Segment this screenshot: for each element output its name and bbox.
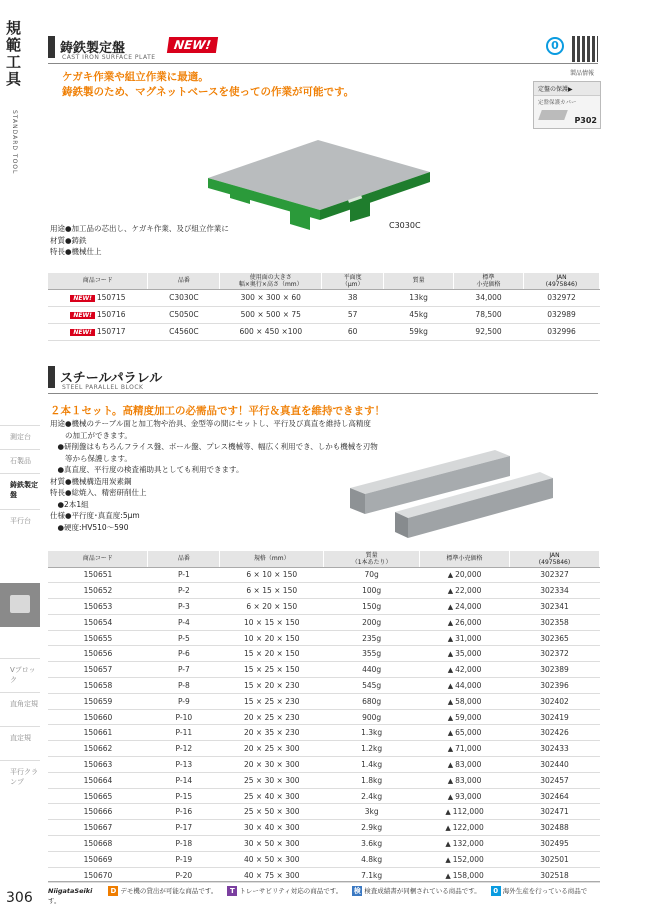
cell-model: P-20 <box>148 867 220 883</box>
price-text: 132,000 <box>452 838 484 848</box>
cell-size: 300 × 300 × 60 <box>220 289 322 306</box>
spec-line: 等から保護します。 <box>50 453 132 463</box>
cell-size: 20 × 35 × 230 <box>220 725 324 741</box>
table-row <box>48 662 600 678</box>
section2-lead: ２本１セット。高精度加工の必需品です！平行＆真直を維持できます！ <box>50 405 386 417</box>
surface-plate-image <box>200 120 430 230</box>
table-row <box>48 788 600 804</box>
cell-model: C3030C <box>148 289 220 306</box>
open-price-triangle-icon: ▲ <box>447 792 454 801</box>
cell-code: 150670 <box>48 867 148 883</box>
cell-mass: 2.9kg <box>324 820 420 836</box>
price-text: 65,000 <box>455 728 482 738</box>
side-tab-parallel-clamp[interactable]: 平行クランプ <box>0 760 40 794</box>
cell-code: 150656 <box>48 646 148 662</box>
cell-code: 150662 <box>48 741 148 757</box>
table-row <box>48 567 600 583</box>
cell-size: 6 × 15 × 150 <box>220 583 324 599</box>
cell-code <box>48 323 148 340</box>
table-row <box>48 583 600 599</box>
code-text: 150715 <box>96 293 126 302</box>
cell-model: P-10 <box>148 709 220 725</box>
table-row <box>48 820 600 836</box>
cell-size: 20 × 30 × 300 <box>220 757 324 773</box>
table-row <box>48 725 600 741</box>
col-price: 標準小売価格 <box>420 551 510 567</box>
open-price-triangle-icon: ▲ <box>445 871 451 880</box>
cell-price <box>420 741 510 757</box>
cell-price <box>420 836 510 852</box>
cell-price: 78,500 <box>454 306 524 323</box>
cell-jan: 302426 <box>510 725 600 741</box>
company-logo: NiigataSeiki <box>48 887 93 895</box>
section2-rule <box>48 393 598 394</box>
col-model: 品番 <box>148 551 220 567</box>
col-model: 品番 <box>148 273 220 289</box>
table-row <box>48 693 600 709</box>
surface-plate-table <box>48 273 600 341</box>
side-tab-cast-iron[interactable]: 鋳鉄製定盤 <box>0 473 40 509</box>
cell-jan: 302518 <box>510 867 600 883</box>
side-tab-parallel[interactable]: 平行台 <box>0 509 40 533</box>
cell-code: 150668 <box>48 836 148 852</box>
spec-line: 仕様●平行度･真直度:5μm <box>50 511 140 520</box>
table-row <box>48 614 600 630</box>
open-price-triangle-icon: ▲ <box>447 634 454 643</box>
cell-jan: 302440 <box>510 757 600 773</box>
table-row <box>48 757 600 773</box>
price-text: 93,000 <box>455 791 482 801</box>
cell-model: P-13 <box>148 757 220 773</box>
cell-code: 150653 <box>48 599 148 615</box>
cell-jan: 302501 <box>510 851 600 867</box>
cell-mass: 4.8kg <box>324 851 420 867</box>
cell-mass: 355g <box>324 646 420 662</box>
spec-line: 特長●機械仕上 <box>50 247 102 256</box>
price-text: 20,000 <box>455 570 482 580</box>
side-index-tabs <box>0 425 40 533</box>
cell-model: P-4 <box>148 614 220 630</box>
cell-model: P-2 <box>148 583 220 599</box>
cell-price <box>420 851 510 867</box>
cell-mass: 900g <box>324 709 420 725</box>
price-text: 31,000 <box>455 633 482 643</box>
open-price-triangle-icon: ▲ <box>447 681 454 690</box>
open-price-triangle-icon: ▲ <box>447 697 454 706</box>
price-text: 83,000 <box>455 759 482 769</box>
spec-line: ●真直度、平行度の検査補助具としても利用できます。 <box>50 465 244 474</box>
cell-mass: 13kg <box>384 289 454 306</box>
legend-text: デモ機の貸出が可能な商品です。 <box>120 887 218 895</box>
cell-model: P-3 <box>148 599 220 615</box>
spec-line: 材質●鋳鉄 <box>50 235 87 245</box>
cell-model: P-1 <box>148 567 220 583</box>
side-tab-measure-stand[interactable]: 測定台 <box>0 425 40 449</box>
open-price-triangle-icon: ▲ <box>445 855 451 864</box>
open-price-triangle-icon: ▲ <box>447 713 454 722</box>
cell-size: 15 × 20 × 150 <box>220 646 324 662</box>
cell-jan: 302495 <box>510 836 600 852</box>
open-price-triangle-icon: ▲ <box>447 650 454 659</box>
related-sub: 定盤保護カバー <box>538 100 577 106</box>
cell-mass: 235g <box>324 630 420 646</box>
cell-jan: 302464 <box>510 788 600 804</box>
section2-subtitle: STEEL PARALLEL BLOCK <box>62 384 144 391</box>
open-price-triangle-icon: ▲ <box>447 729 454 738</box>
cell-code: 150651 <box>48 567 148 583</box>
cell-price: 34,000 <box>454 289 524 306</box>
section2-title: スチールパラレル <box>60 371 163 386</box>
col-code: 商品コード <box>48 551 148 567</box>
legend-icon: 検 <box>353 887 361 895</box>
cell-mass: 2.4kg <box>324 788 420 804</box>
new-badge: NEW! <box>70 312 94 319</box>
cell-mass: 7.1kg <box>324 867 420 883</box>
cell-jan: 302433 <box>510 741 600 757</box>
parallel-block-image <box>345 440 555 540</box>
cell-size: 25 × 50 × 300 <box>220 804 324 820</box>
cell-model: P-17 <box>148 820 220 836</box>
footer-legend <box>48 881 600 905</box>
cell-mass: 100g <box>324 583 420 599</box>
open-price-triangle-icon: ▲ <box>445 824 451 833</box>
price-text: 58,000 <box>455 696 482 706</box>
cell-mass: 680g <box>324 693 420 709</box>
parallel-block-table <box>48 551 600 883</box>
open-price-triangle-icon: ▲ <box>447 618 454 627</box>
cell-size: 30 × 50 × 300 <box>220 836 324 852</box>
cell-model: P-14 <box>148 772 220 788</box>
cell-price <box>420 757 510 773</box>
cell-size: 40 × 50 × 300 <box>220 851 324 867</box>
cell-mass: 150g <box>324 599 420 615</box>
table-row <box>48 323 600 340</box>
col-mass: 質量 （1本あたり） <box>324 551 420 567</box>
col-jan: JAN (4975846) <box>524 273 600 289</box>
section1-lead <box>62 70 354 100</box>
open-price-triangle-icon: ▲ <box>447 587 454 596</box>
cell-model: P-5 <box>148 630 220 646</box>
section1-subtitle: CAST IRON SURFACE PLATE <box>62 54 156 61</box>
open-price-triangle-icon: ▲ <box>447 571 454 580</box>
cell-jan: 302457 <box>510 772 600 788</box>
new-badge: NEW! <box>167 37 218 53</box>
cell-size: 30 × 40 × 300 <box>220 820 324 836</box>
code-text: 150717 <box>96 327 126 336</box>
cell-flat: 60 <box>322 323 384 340</box>
price-text: 42,000 <box>455 665 482 675</box>
cell-jan: 302396 <box>510 678 600 694</box>
cell-mass: 59kg <box>384 323 454 340</box>
cell-flat: 57 <box>322 306 384 323</box>
table-row <box>48 599 600 615</box>
cell-model: P-7 <box>148 662 220 678</box>
price-text: 158,000 <box>452 870 484 880</box>
qr-code-icon[interactable] <box>572 36 598 62</box>
cell-mass: 440g <box>324 662 420 678</box>
cell-mass: 545g <box>324 678 420 694</box>
cell-jan: 302365 <box>510 630 600 646</box>
legend-icon: D <box>108 886 118 896</box>
table-row <box>48 306 600 323</box>
open-price-triangle-icon: ▲ <box>445 839 451 848</box>
cell-jan: 302389 <box>510 662 600 678</box>
cell-model: P-16 <box>148 804 220 820</box>
price-text: 122,000 <box>452 823 484 833</box>
cell-code: 150667 <box>48 820 148 836</box>
cell-model: P-15 <box>148 788 220 804</box>
cell-price <box>420 567 510 583</box>
cell-size: 25 × 30 × 300 <box>220 772 324 788</box>
cell-code: 150669 <box>48 851 148 867</box>
open-price-triangle-icon: ▲ <box>447 760 454 769</box>
cell-size: 15 × 25 × 150 <box>220 662 324 678</box>
cell-jan: 302419 <box>510 709 600 725</box>
cell-mass: 1.3kg <box>324 725 420 741</box>
cell-price: 92,500 <box>454 323 524 340</box>
cell-code: 150664 <box>48 772 148 788</box>
table-row <box>48 804 600 820</box>
cell-price <box>420 614 510 630</box>
col-mass: 質量 <box>384 273 454 289</box>
price-text: 112,000 <box>452 807 484 817</box>
cell-size: 20 × 25 × 300 <box>220 741 324 757</box>
product-caption: C3030C <box>389 221 421 230</box>
cell-price <box>420 788 510 804</box>
price-text: 35,000 <box>455 649 482 659</box>
cell-jan: 032989 <box>524 306 600 323</box>
legend-text: トレーサビリティ対応の商品です。 <box>239 887 343 895</box>
cell-model: P-18 <box>148 836 220 852</box>
lead-line: 鋳鉄製のため、マグネットベースを使っての作業が可能です。 <box>62 86 355 98</box>
legend-item <box>227 887 342 895</box>
cell-mass: 45kg <box>384 306 454 323</box>
cell-price <box>420 599 510 615</box>
table-row <box>48 630 600 646</box>
price-text: 24,000 <box>455 601 482 611</box>
code-text: 150716 <box>96 310 126 319</box>
table-row <box>48 678 600 694</box>
cell-size: 10 × 15 × 150 <box>220 614 324 630</box>
table-row <box>48 709 600 725</box>
cell-code: 150663 <box>48 757 148 773</box>
new-badge: NEW! <box>70 295 94 302</box>
related-title: 定盤の保護▶ <box>534 82 600 96</box>
open-price-triangle-icon: ▲ <box>447 666 454 675</box>
cell-model: C5050C <box>148 306 220 323</box>
legend-icon: T <box>227 886 237 896</box>
page-number: 306 <box>6 890 33 906</box>
spec-line: ●硬度:HV510〜590 <box>50 522 129 532</box>
cell-jan: 302358 <box>510 614 600 630</box>
cell-code: 150654 <box>48 614 148 630</box>
legend-text: 検査成績書が同梱されている商品です。 <box>364 887 481 895</box>
cell-code: 150660 <box>48 709 148 725</box>
related-page: P302 <box>574 116 597 125</box>
cell-code: 150659 <box>48 693 148 709</box>
price-text: 152,000 <box>452 854 484 864</box>
spec-line: ●2本1組 <box>50 499 89 509</box>
cell-model: C4560C <box>148 323 220 340</box>
open-price-triangle-icon: ▲ <box>447 745 454 754</box>
legend-item <box>352 887 480 895</box>
price-text: 22,000 <box>455 586 482 596</box>
side-category-title: 規範工具 <box>6 19 22 88</box>
section-marker <box>48 366 55 388</box>
cell-model: P-8 <box>148 678 220 694</box>
spec-line: 特長●総焼入、精密研削仕上 <box>50 488 147 497</box>
cell-price <box>420 709 510 725</box>
cell-jan: 302327 <box>510 567 600 583</box>
qr-label: 製品情報 <box>570 70 595 77</box>
cell-code <box>48 306 148 323</box>
cell-code <box>48 289 148 306</box>
side-index-tabs-lower <box>0 658 40 794</box>
side-tab-v-block[interactable]: Vブロック <box>0 658 40 692</box>
cell-code: 150661 <box>48 725 148 741</box>
cell-size: 25 × 40 × 300 <box>220 788 324 804</box>
table-row <box>48 836 600 852</box>
cell-code: 150655 <box>48 630 148 646</box>
section1-title: 鋳鉄製定盤 <box>60 41 126 56</box>
cell-price <box>420 678 510 694</box>
cell-model: P-6 <box>148 646 220 662</box>
legend-item <box>108 887 217 895</box>
cell-size: 20 × 25 × 230 <box>220 709 324 725</box>
cell-model: P-12 <box>148 741 220 757</box>
cell-size: 6 × 10 × 150 <box>220 567 324 583</box>
cell-size: 6 × 20 × 150 <box>220 599 324 615</box>
cell-jan: 032996 <box>524 323 600 340</box>
cell-code: 150665 <box>48 788 148 804</box>
cell-mass: 3kg <box>324 804 420 820</box>
side-category-en: STANDARD TOOL <box>11 110 18 175</box>
cell-size: 500 × 500 × 75 <box>220 306 322 323</box>
cell-mass: 1.4kg <box>324 757 420 773</box>
spec-line: 用途●機械のテーブル面と加工物や治具、金型等の間にセットし、平行及び真直を維持し高精度 <box>50 419 371 428</box>
cell-code: 150652 <box>48 583 148 599</box>
cell-model: P-11 <box>148 725 220 741</box>
cell-mass: 3.6kg <box>324 836 420 852</box>
cell-model: P-19 <box>148 851 220 867</box>
cell-code: 150657 <box>48 662 148 678</box>
cell-price <box>420 820 510 836</box>
open-price-triangle-icon: ▲ <box>447 602 454 611</box>
cell-price <box>420 804 510 820</box>
cell-jan: 302402 <box>510 693 600 709</box>
price-text: 26,000 <box>455 617 482 627</box>
lead-line: ケガキ作業や組立作業に最適。 <box>62 71 209 83</box>
cell-size: 40 × 75 × 300 <box>220 867 324 883</box>
cell-price <box>420 662 510 678</box>
price-text: 83,000 <box>455 775 482 785</box>
section1-specs <box>50 223 229 258</box>
legend-icon: 0 <box>491 886 501 896</box>
col-price: 標準 小売価格 <box>454 273 524 289</box>
cell-mass: 1.8kg <box>324 772 420 788</box>
spec-line: 用途●加工品の芯出し、ケガキ作業、及び組立作業に <box>50 224 229 233</box>
side-tab-square[interactable]: 直角定規 <box>0 692 40 726</box>
price-text: 59,000 <box>455 712 482 722</box>
cell-size: 10 × 20 × 150 <box>220 630 324 646</box>
open-price-triangle-icon: ▲ <box>447 776 454 785</box>
overseas-production-icon: 0 <box>546 37 564 55</box>
cell-code: 150666 <box>48 804 148 820</box>
cell-size: 15 × 25 × 230 <box>220 693 324 709</box>
col-size: 規格（mm） <box>220 551 324 567</box>
price-text: 71,000 <box>455 744 482 754</box>
cell-price <box>420 725 510 741</box>
cell-jan: 302471 <box>510 804 600 820</box>
new-badge: NEW! <box>70 329 94 336</box>
col-size: 使用面の大きさ 幅×奥行×高さ（mm） <box>220 273 322 289</box>
table-row <box>48 741 600 757</box>
cell-price <box>420 693 510 709</box>
col-code: 商品コード <box>48 273 148 289</box>
cell-code: 150658 <box>48 678 148 694</box>
cell-mass: 1.2kg <box>324 741 420 757</box>
side-tab-straight-edge[interactable]: 直定規 <box>0 726 40 760</box>
cell-size: 600 × 450 ×100 <box>220 323 322 340</box>
cell-price <box>420 630 510 646</box>
side-tab-stone[interactable]: 石製品 <box>0 449 40 473</box>
cell-jan: 302488 <box>510 820 600 836</box>
cell-jan: 302334 <box>510 583 600 599</box>
cell-mass: 200g <box>324 614 420 630</box>
legend-text: 海外生産を行っている商品です。 <box>48 887 588 905</box>
cover-image-icon <box>538 110 568 120</box>
cell-model: P-9 <box>148 693 220 709</box>
block-category-icon <box>0 583 40 627</box>
cell-flat: 38 <box>322 289 384 306</box>
cell-size: 15 × 20 × 230 <box>220 678 324 694</box>
cell-jan: 302341 <box>510 599 600 615</box>
cell-mass: 70g <box>324 567 420 583</box>
open-price-triangle-icon: ▲ <box>445 808 451 817</box>
col-flatness: 平面度 （μm） <box>322 273 384 289</box>
table-row <box>48 851 600 867</box>
price-text: 44,000 <box>455 680 482 690</box>
section-marker <box>48 36 55 58</box>
table-row <box>48 646 600 662</box>
section1-rule <box>48 63 598 64</box>
spec-line: ●研削盤はもちろんフライス盤、ボール盤、プレス機械等、幅広く利用でき、しかも機械を刃物 <box>50 442 378 451</box>
cell-jan: 032972 <box>524 289 600 306</box>
table-row <box>48 772 600 788</box>
spec-line: 材質●機械構造用炭素鋼 <box>50 476 132 486</box>
related-product-box[interactable] <box>533 81 601 129</box>
spec-line: の加工ができます。 <box>50 430 132 440</box>
col-jan: JAN (4975846) <box>510 551 600 567</box>
cell-price <box>420 583 510 599</box>
cell-jan: 302372 <box>510 646 600 662</box>
cell-price <box>420 646 510 662</box>
table-row <box>48 289 600 306</box>
cell-price <box>420 772 510 788</box>
